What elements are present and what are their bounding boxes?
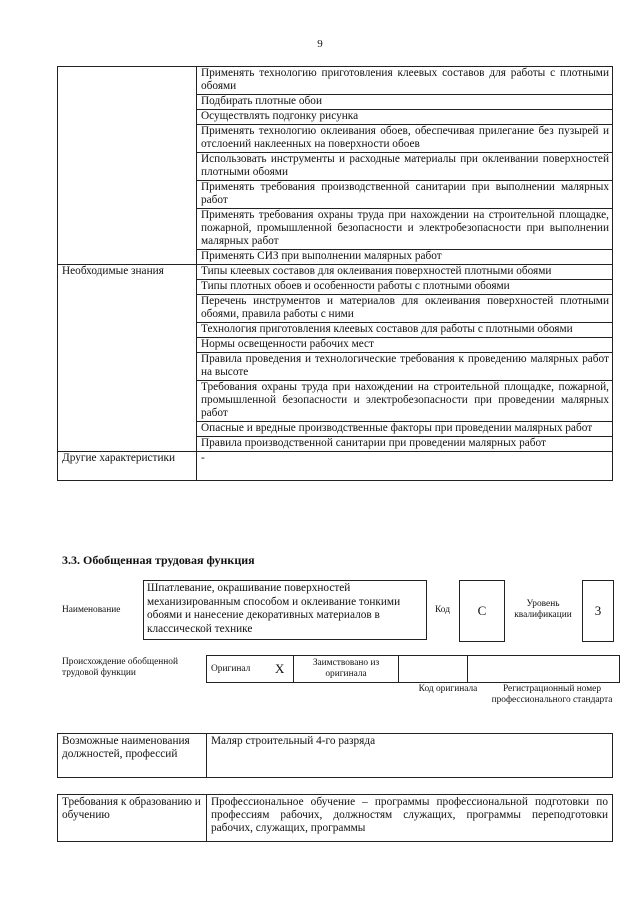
- code-caption: Код оригинала: [418, 684, 478, 694]
- section-title: 3.3. Обобщенная трудовая функция: [62, 553, 255, 567]
- other-label: Другие характеристики: [58, 452, 197, 481]
- original-code-cell: [399, 656, 468, 683]
- code-value: C: [459, 580, 505, 642]
- education-label: Требования к образованию и обучению: [58, 795, 207, 842]
- skill-item: Применять требования охраны труда при нахождении на строительной площадке, пожарной, промышленной безопасности и электробезопасности при выполнении малярных работ: [197, 209, 613, 250]
- skill-item: Применять требования производственной санитарии при выполнении малярных работ: [197, 181, 613, 209]
- original-mark: X: [271, 656, 294, 683]
- name-label: Наименование: [62, 605, 121, 615]
- original-label: Оригинал: [207, 656, 272, 683]
- knowledge-item: Правила проведения и технологические требования к проведению малярных работ на высоте: [197, 353, 613, 381]
- level-label: Уровень квалификации: [514, 599, 572, 620]
- table-row: [58, 67, 613, 95]
- knowledge-item: Опасные и вредные производственные факторы при проведении малярных работ: [197, 422, 613, 437]
- level-value: 3: [582, 580, 614, 642]
- knowledge-item: Перечень инструментов и материалов для оклеивания поверхностей плотными обоями, правила работы с ними: [197, 295, 613, 323]
- page-number: 9: [317, 38, 323, 50]
- code-label: Код: [435, 605, 450, 615]
- borrowed-label: Заимствовано из оригинала: [294, 656, 399, 683]
- origin-table: [206, 655, 620, 683]
- skill-item: Применять СИЗ при выполнении малярных работ: [197, 250, 613, 265]
- knowledge-item: Типы клеевых составов для оклеивания поверхностей плотными обоями: [197, 265, 613, 280]
- knowledge-item: Правила производственной санитарии при проведении малярных работ: [197, 437, 613, 452]
- knowledge-item: Требования охраны труда при нахождении на строительной площадке, пожарной, промышленной безопасности и электробезопасности при проведении малярных работ: [197, 381, 613, 422]
- other-value: -: [197, 452, 613, 481]
- origin-label: Происхождение обобщенной трудовой функции: [62, 657, 178, 678]
- skill-item: Применять технологию приготовления клеевых составов для работы с плотными обоями: [197, 67, 613, 95]
- knowledge-item: Нормы освещенности рабочих мест: [197, 338, 613, 353]
- skill-item: Осуществлять подгонку рисунка: [197, 110, 613, 125]
- knowledge-label: Необходимые знания: [58, 265, 197, 452]
- function-name-box: Шпатлевание, окрашивание поверхностей механизированным способом и оклеивание тонкими обоями и нанесение декоративных материалов в классической технике: [143, 580, 427, 640]
- skills-label-cell: [58, 67, 197, 265]
- knowledge-item: Типы плотных обоев и особенности работы с плотными обоями: [197, 280, 613, 295]
- reg-caption: Регистрационный номер профессионального стандарта: [491, 684, 613, 705]
- skill-item: Подбирать плотные обои: [197, 95, 613, 110]
- skill-item: Применять технологию оклеивания обоев, обеспечивая прилегание без пузырей и отслоений наклеенных на поверхности обоев: [197, 125, 613, 153]
- reg-number-cell: [468, 656, 620, 683]
- skill-item: Использовать инструменты и расходные материалы при оклеивании поверхностей плотными обоями: [197, 153, 613, 181]
- table-row: [58, 265, 613, 280]
- education-value: Профессиональное обучение – программы профессиональной подготовки по профессиям рабочих, должностям служащих, программы переподготовки рабочих, служащих, программы: [207, 795, 613, 842]
- table-row: [58, 452, 613, 481]
- skills-knowledge-table: [57, 66, 613, 481]
- knowledge-item: Технология приготовления клеевых составов для работы с плотными обоями: [197, 323, 613, 338]
- education-table: [57, 794, 613, 842]
- positions-value: Маляр строительный 4-го разряда: [207, 734, 613, 778]
- positions-label: Возможные наименования должностей, профессий: [58, 734, 207, 778]
- positions-table: [57, 733, 613, 778]
